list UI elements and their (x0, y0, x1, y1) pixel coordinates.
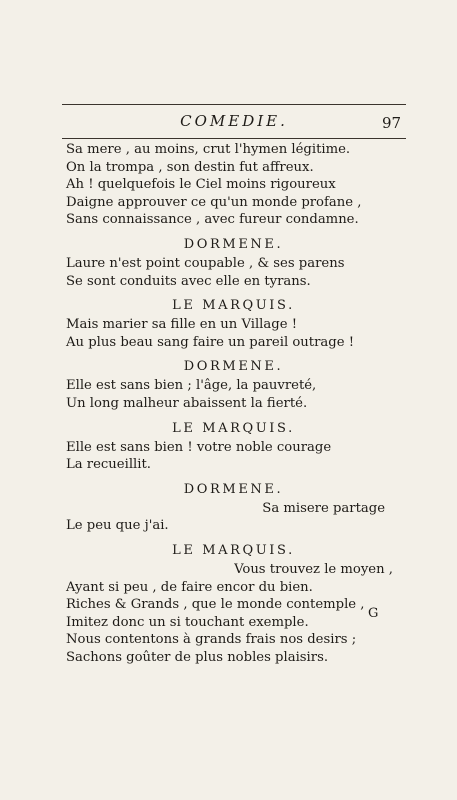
verse-line: Elle est sans bien ! votre noble courage (66, 439, 332, 455)
verse-line: Ah ! quelquefois le Ciel moins rigoureux (66, 177, 336, 193)
verse-line: Elle est sans bien ; l'âge, la pauvreté, (66, 378, 317, 394)
verse-line: Ayant si peu , de faire encor du bien. (66, 579, 313, 595)
speaker-name: LE MARQUIS. (172, 420, 295, 436)
speaker-name: LE MARQUIS. (172, 542, 295, 558)
verse-line: La recueillit. (66, 457, 151, 473)
verse-line: Daigne approuver ce qu'un monde profane , (66, 194, 362, 210)
verse-line: Riches & Grands , que le monde contemple , (66, 597, 365, 613)
verse-line: On la trompa , son destin fut affreux. (66, 159, 314, 175)
speaker-name: DORMENE. (183, 481, 284, 497)
verse-line: Mais marier sa fille en un Village ! (66, 317, 297, 333)
verse-line: Laure n'est point coupable , & ses parens (66, 255, 345, 271)
page-number: 97 (382, 114, 402, 132)
verse-line: Sans connaissance , avec fureur condamne. (66, 212, 359, 228)
verse-line: Sa misere partage (262, 500, 385, 516)
verse-line: Au plus beau sang faire un pareil outrage ! (66, 334, 354, 350)
verse-line: Le peu que j'ai. (66, 518, 169, 534)
play-text (66, 141, 401, 666)
verse-line: Se sont conduits avec elle en tyrans. (66, 273, 311, 289)
speaker-name: DORMENE. (183, 359, 284, 375)
verse-line: Vous trouvez le moyen , (234, 561, 393, 577)
verse-line: Imitez donc un si touchant exemple. (66, 614, 309, 630)
verse-line: Sa mere , au moins, crut l'hymen légitime. (66, 142, 351, 157)
verse-line: Nous contentons à grands frais nos desirs ; (66, 632, 357, 648)
verse-line: Sachons goûter de plus nobles plaisirs. (66, 649, 329, 665)
header-rule-bottom (62, 138, 406, 139)
speaker-name: LE MARQUIS. (172, 298, 295, 314)
speaker-name: DORMENE. (183, 236, 284, 252)
catchword: G (368, 606, 379, 621)
header-rule-top (62, 104, 406, 105)
verse-line: Un long malheur abaissent la fierté. (66, 395, 308, 411)
running-head: COMEDIE. (180, 112, 288, 130)
